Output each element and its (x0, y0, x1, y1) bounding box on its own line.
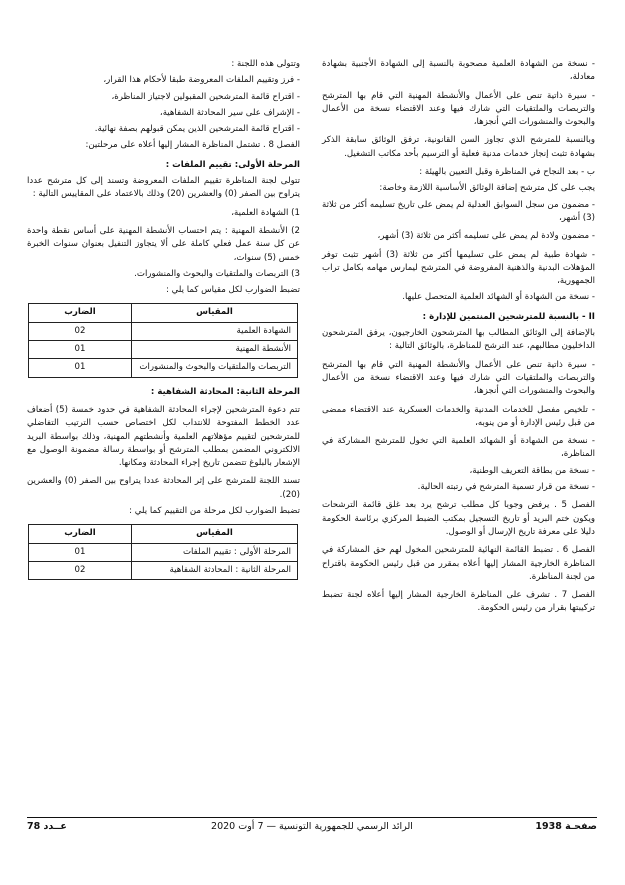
stage-coefficient-table (28, 524, 298, 580)
table-cell-coefficient: 02 (29, 561, 132, 579)
paragraph: 2) الأنشطة المهنية : يتم احتساب الأنشطة المهنية على أساس نقطة واحدة عن كل سنة عمل فعلي كاملة على ألا يتجاوز التنفيل بعنوان سنوات الخبرة خمس (5) سنوات، (27, 225, 300, 263)
paragraph: تتولى لجنة المناظرة تقييم الملفات المعروضة وتسند إلى كل مترشح عددا يتراوح بين الصفر (0) والعشرين (20) وذلك بالاعتماد على المقاييس التالية : (27, 176, 300, 200)
table-cell-coefficient: 01 (29, 359, 132, 377)
paragraph: - سيرة ذاتية تنص على الأعمال والأنشطة المهنية التي قام بها المترشح والتربصات والملتقيات التي شارك فيها وعند الاقتضاء نسخة من الأعمال والبحوث والمنشورات التي أنجزها، (322, 359, 595, 397)
left-column-top-text (27, 58, 300, 297)
table-cell-coefficient: 01 (29, 543, 132, 561)
table-header-criterion: المقياس (132, 525, 298, 543)
paragraph: - شهادة طبية لم يمض على تسليمها أكثر من ثلاثة (3) أشهر تثبت توفر المؤهلات البدنية والذهنية المفروضة في المترشح ليمارس مهامه بكامل تراب الجمهورية، (322, 249, 595, 287)
table-cell-criterion: المرحلة الثانية : المحادثة الشفاهية (132, 561, 298, 579)
paragraph: - اقتراح قائمة المترشحين المقبولين لاجتياز المناظرة، (111, 91, 300, 102)
section-heading: المرحلة الثانية: المحادثة الشفاهية : (150, 386, 300, 397)
paragraph: - مضمون من سجل السوابق العدلية لم يمض على تاريخ تسليمه أكثر من ثلاثة (3) أشهر، (322, 199, 595, 223)
paragraph: تضبط الضوارب لكل مقياس كما يلي : (165, 285, 300, 296)
paragraph: 1) الشهادة العلمية، (231, 207, 300, 218)
paragraph: تتم دعوة المترشحين لإجراء المحادثة الشفاهية في حدود خمسة (5) أضعاف عدد الخطط المفتوحة للانتداب لكل اختصاص حسب الترتيب التفاضلي للمترشحين لتقييم مؤهلاتهم العلمية وأنشطتهم المهنية، وذلك بواسطة البريد الالكتروني المضمن بمطلب المترشح أو بواسطة رسالة مضمونة الوصول مع الإشعار بالبلوغ تتضمن تاريخ إجراء المحادثة ومكانها. (27, 404, 301, 469)
paragraph: وبالنسبة للمترشح الذي تجاوز السن القانونية، ترفق الوثائق سابقة الذكر بشهادة تثبت إنجاز خدمات مدنية فعلية أو الترسيم بأحد مكاتب التشغيل. (322, 135, 595, 159)
table-header-criterion: المقياس (132, 304, 298, 322)
paragraph: - نسخة من قرار تسمية المترشح في رتبته الحالية. (417, 482, 595, 493)
paragraph: بالإضافة إلى الوثائق المطالب بها المترشحون الخارجيون، يرفق المترشحون الداخليون مطالبهم، عند الترشح للمناظرة، بالوثائق التالية : (322, 328, 595, 352)
table-cell-criterion: المرحلة الأولى : تقييم الملفات (132, 543, 298, 561)
paragraph: - نسخة من الشهادة أو الشهائد العلمية المتحصل عليها. (402, 292, 595, 303)
footer-issue-number: عــدد 78 (27, 821, 67, 832)
table-row (29, 543, 298, 561)
paragraph: - نسخة من بطاقة التعريف الوطنية، (469, 465, 595, 476)
paragraph: الفصل 7 . تشرف على المناظرة الخارجية المشار إليها أعلاه لجنة تضبط تركيبتها بقرار من رئيس الحكومة. (322, 590, 596, 614)
paragraph: يجب على كل مترشح إضافة الوثائق الأساسية اللازمة وخاصة: (379, 183, 595, 194)
footer-journal-title: الرائد الرسمي للجمهورية التونسية — 7 أوت 2020 (211, 821, 413, 832)
criteria-coefficient-table (28, 303, 298, 377)
paragraph: ب - بعد النجاح في المناظرة وقبل التعيين بالهيئة : (419, 167, 595, 178)
paragraph: وتتولى هذه اللجنة : (231, 59, 300, 69)
table-row (29, 341, 298, 359)
paragraph: - نسخة من الشهادة العلمية مصحوبة بالنسبة إلى الشهادة الأجنبية بشهادة معادلة، (322, 59, 595, 83)
paragraph: - نسخة من الشهادة أو الشهائد العلمية التي تخول للمترشح المشاركة في المناظرة، (322, 436, 595, 460)
paragraph: - تلخيص مفصل للخدمات المدنية والخدمات العسكرية عند الاقتضاء ممضى من قبل رئيس الإدارة أو من ينوبه، (322, 404, 595, 428)
section-heading: II - بالنسبة للمترشحين المنتمين للإدارة : (422, 311, 595, 322)
right-column (322, 58, 595, 619)
paragraph: - سيرة ذاتية تنص على الأعمال والأنشطة المهنية التي قام بها المترشح والتربصات والملتقيات التي شارك فيها وعند الاقتضاء نسخة من الأعمال والبحوث والمنشورات التي أنجزها، (322, 90, 595, 128)
footer-page-number: صفحـة 1938 (535, 821, 597, 832)
paragraph: الفصل 8 . تشتمل المناظرة المشار إليها أعلاه على مرحلتين: (85, 140, 300, 151)
table-header-row (29, 525, 298, 543)
page-footer (27, 821, 597, 837)
table-row (29, 561, 298, 579)
paragraph: 3) التربصات والملتقيات والبحوث والمنشورات. (134, 268, 300, 279)
table-header-coefficient: الضارب (29, 304, 132, 322)
paragraph: الفصل 5 . يرفض وجوبا كل مطلب ترشح يرد بعد غلق قائمة الترشحات ويكون ختم البريد أو تاريخ التسجيل بمكتب الضبط المركزي برئاسة الحكومة دليلا على معرفة تاريخ الإرسال أو الوصول. (322, 500, 595, 537)
table-row (29, 322, 298, 340)
paragraph: - فرز وتقييم الملفات المعروضة طبقا لأحكام هذا القرار، (103, 75, 300, 86)
paragraph: تضبط الضوارب لكل مرحلة من التقييم كما يلي : (129, 506, 300, 517)
table-header-coefficient: الضارب (29, 525, 132, 543)
section-heading: المرحلة الأولى: تقييم الملفات : (165, 159, 300, 170)
footer-divider (27, 817, 597, 818)
left-column (27, 58, 300, 588)
paragraph: الفصل 6 . تضبط القائمة النهائية للمترشحين المخول لهم حق المشاركة في المناظرة الخارجية المشار إليها أعلاه بمقرر من قبل رئيس الحكومة باقتراح من لجنة المناظرة. (322, 545, 596, 582)
table-header-row (29, 304, 298, 322)
table-cell-coefficient: 01 (29, 341, 132, 359)
table-cell-coefficient: 02 (29, 322, 132, 340)
paragraph: - الإشراف على سير المحادثة الشفاهية، (159, 107, 300, 118)
table-cell-criterion: الشهادة العلمية (132, 322, 298, 340)
paragraph: - اقتراح قائمة المترشحين الذين يمكن قبولهم بصفة نهائية. (94, 124, 300, 135)
paragraph: تسند اللجنة للمترشح على إثر المحادثة عددا يتراوح بين الصفر (0) والعشرين (20). (27, 476, 300, 500)
table-cell-criterion: التربصات والملتقيات والبحوث والمنشورات (132, 359, 298, 377)
table-row (29, 359, 298, 377)
paragraph: - مضمون ولادة لم يمض على تسليمه أكثر من ثلاثة (3) أشهر، (377, 231, 595, 242)
table-cell-criterion: الأنشطة المهنية (132, 341, 298, 359)
left-column-middle-text (27, 386, 300, 519)
